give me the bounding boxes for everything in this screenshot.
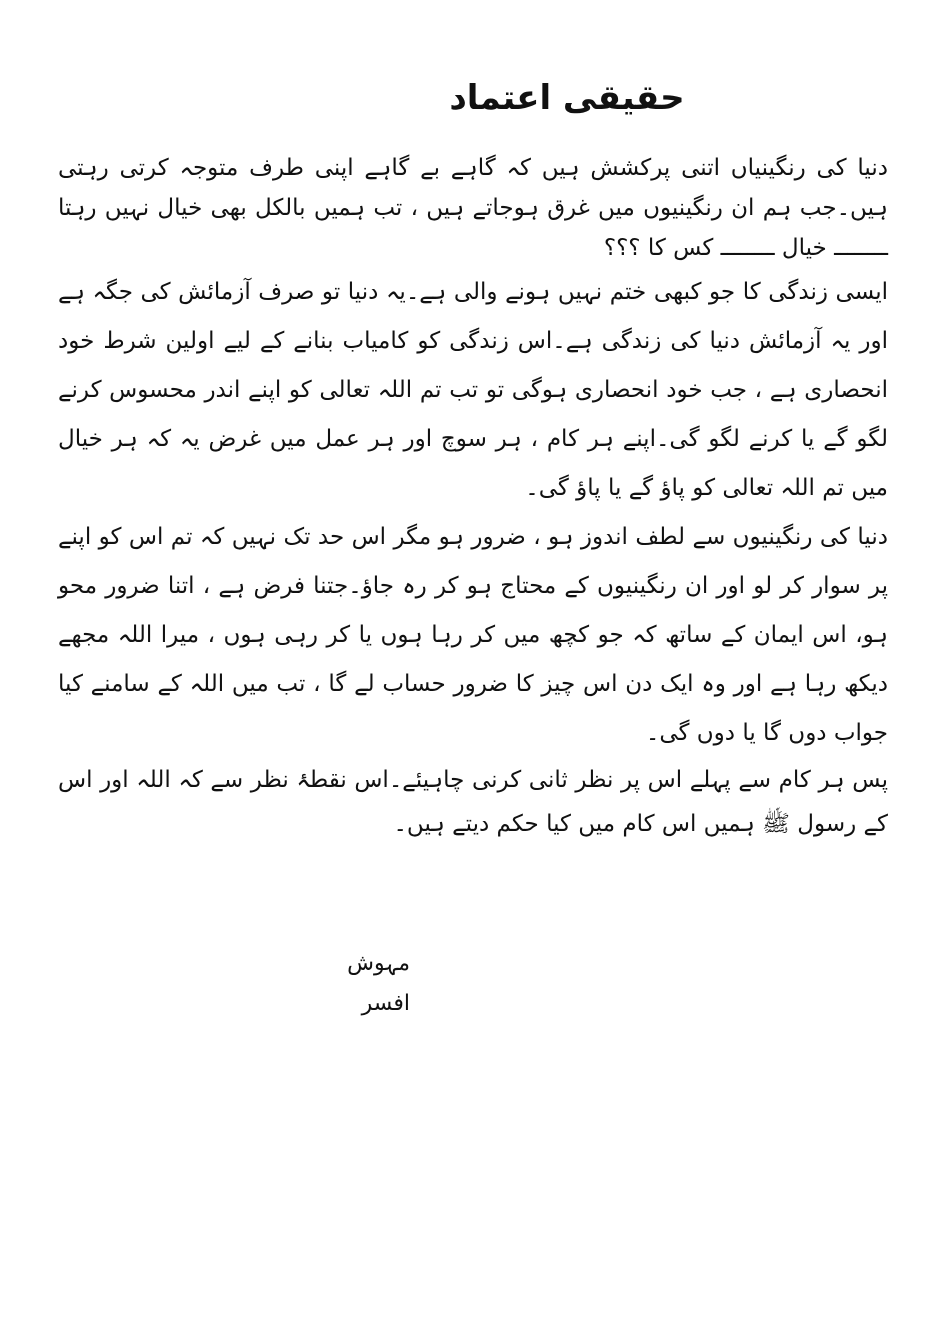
document-title: حقیقی اعتماد xyxy=(449,78,685,118)
paragraph-1: دنیا کی رنگینیاں اتنی پرکشش ہیں کہ گاہے بے گاہے اپنی طرف متوجہ کرتی رہتی ہیں۔جب ہم ان رنگینیوں میں غرق ہوجاتے ہیں ، تب ہمیں بالکل بھی خیال نہیں رہتا ــــــــ خیال ــــــــ کس کا ؟؟؟ xyxy=(58,155,888,261)
author-signature: مہوش افسر xyxy=(347,951,410,1016)
paragraph-3: دنیا کی رنگینیوں سے لطف اندوز ہو ، ضرور ہو مگر اس حد تک نہیں کہ تم اس کو اپنے پر سوار کر لو اور ان رنگینیوں کے محتاج ہو کر رہ جاؤ۔جتنا فرض ہے ، اتنا ضرور محو ہو، اس ایمان کے ساتھ کہ جو کچھ میں کر رہا ہوں یا کر رہی ہوں ، میرا اللہ مجھے دیکھ رہا ہے اور وہ ایک دن اس چیز کا ضرور حساب لے گا ، تب میں اللہ کے سامنے کیا جواب دوں گا یا دوں گی۔ xyxy=(58,524,888,746)
paragraph-2: ایسی زندگی کا جو کبھی ختم نہیں ہونے والی ہے۔یہ دنیا تو صرف آزمائش کی جگہ ہے اور یہ آزمائش دنیا کی زندگی ہے۔اس زندگی کو کامیاب بنانے کے لیے اولین شرط خود انحصاری ہے ، جب خود انحصاری ہوگی تو تب تم اللہ تعالی کو اپنے اندر محسوس کرنے لگو گے یا کرنے لگو گی۔اپنے ہر کام ، ہر سوچ اور ہر عمل میں غرض یہ کہ ہر خیال میں تم اللہ تعالی کو پاؤ گے یا پاؤ گی۔ xyxy=(58,279,888,501)
paragraph-4: پس ہر کام سے پہلے اس پر نظر ثانی کرنی چاہیئے۔اس نقطۂ نظر سے کہ اللہ اور اس کے رسول ﷺ ہمیں اس کام میں کیا حکم دیتے ہیں۔ xyxy=(58,767,888,837)
document-body xyxy=(58,148,888,846)
